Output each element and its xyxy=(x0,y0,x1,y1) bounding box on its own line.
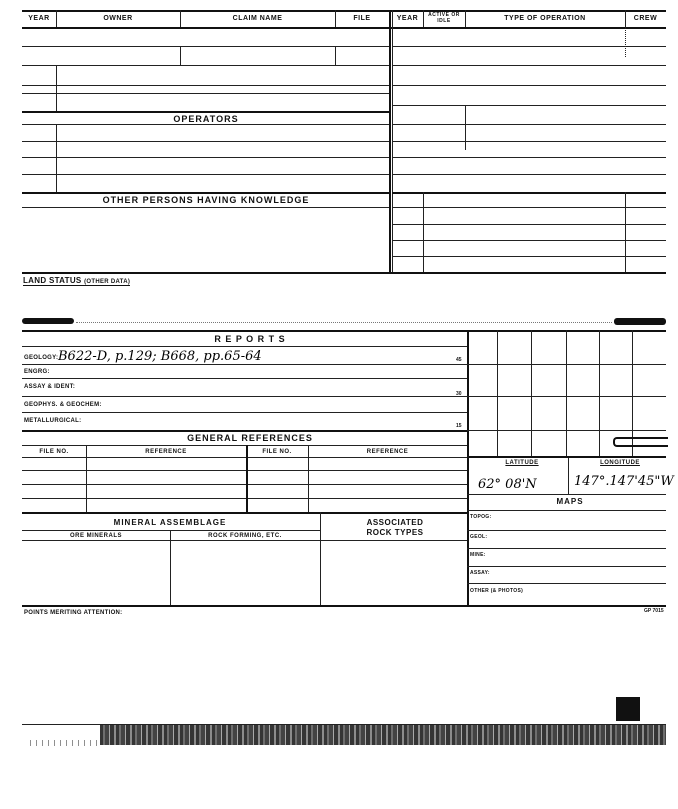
header-year: YEAR xyxy=(28,15,50,22)
geology-label: GEOLOGY: xyxy=(24,355,59,361)
header-active-idle: ACTIVE OR IDLE xyxy=(428,12,460,24)
maps-assay: ASSAY: xyxy=(470,570,490,576)
maps-mine: MINE: xyxy=(470,552,486,558)
reports-num-30: 30 xyxy=(456,391,462,397)
land-status-label: LAND STATUS (OTHER DATA) xyxy=(23,276,131,285)
latitude-value: 62° 08'N xyxy=(478,477,537,492)
reports-num-15: 15 xyxy=(456,423,462,429)
geophys-label: GEOPHYS. & GEOCHEM: xyxy=(24,402,102,408)
header-crew: CREW xyxy=(633,15,658,22)
scan-mark xyxy=(616,697,640,721)
scan-mark xyxy=(22,318,74,324)
general-references-title: GENERAL REFERENCES xyxy=(187,433,313,443)
header-year-2: YEAR xyxy=(396,15,419,22)
mineral-assemblage-title: MINERAL ASSEMBLAGE xyxy=(113,518,227,527)
header-file: FILE xyxy=(353,15,371,22)
points-meriting-attention-label: POINTS MERITING ATTENTION: xyxy=(24,610,123,616)
reports-title: R E P O R T S xyxy=(214,334,286,344)
gr-file-no-1: FILE NO. xyxy=(39,449,69,455)
header-claim-name: CLAIM NAME xyxy=(232,15,283,22)
associated-label: ASSOCIATED xyxy=(366,518,424,527)
geology-value: B622-D, p.129; B668, pp.65-64 xyxy=(58,349,262,364)
maps-other: OTHER (& PHOTOS) xyxy=(470,588,524,594)
maps-title: MAPS xyxy=(556,497,584,506)
ore-minerals-label: ORE MINERALS xyxy=(69,533,122,539)
operators-label: OPERATORS xyxy=(173,114,239,124)
maps-geol: GEOL: xyxy=(470,534,488,540)
header-owner: OWNER xyxy=(103,15,133,22)
metallurgical-label: METALLURGICAL: xyxy=(24,418,82,424)
form-number: GP 7015 xyxy=(644,608,664,614)
rock-forming-label: ROCK FORMING, ETC. xyxy=(208,533,282,539)
scan-noise-band xyxy=(100,725,666,745)
longitude-value: 147°.147'45"W xyxy=(574,474,674,489)
scan-mark xyxy=(613,437,668,447)
reports-num-45: 45 xyxy=(456,357,462,363)
header-type-of-operation: TYPE OF OPERATION xyxy=(504,15,586,22)
latitude-label: LATITUDE xyxy=(505,460,539,466)
maps-topog: TOPOG: xyxy=(470,514,492,520)
longitude-label: LONGITUDE xyxy=(600,460,640,466)
gr-reference-2: REFERENCE xyxy=(366,449,409,455)
engrg-label: ENGRG: xyxy=(24,369,50,375)
other-persons-label: OTHER PERSONS HAVING KNOWLEDGE xyxy=(102,195,310,205)
gr-reference-1: REFERENCE xyxy=(145,449,187,455)
scan-mark xyxy=(614,318,666,325)
gr-file-no-2: FILE NO. xyxy=(262,449,292,455)
rock-types-label: ROCK TYPES xyxy=(366,528,424,537)
assay-ident-label: ASSAY & IDENT: xyxy=(24,384,76,390)
